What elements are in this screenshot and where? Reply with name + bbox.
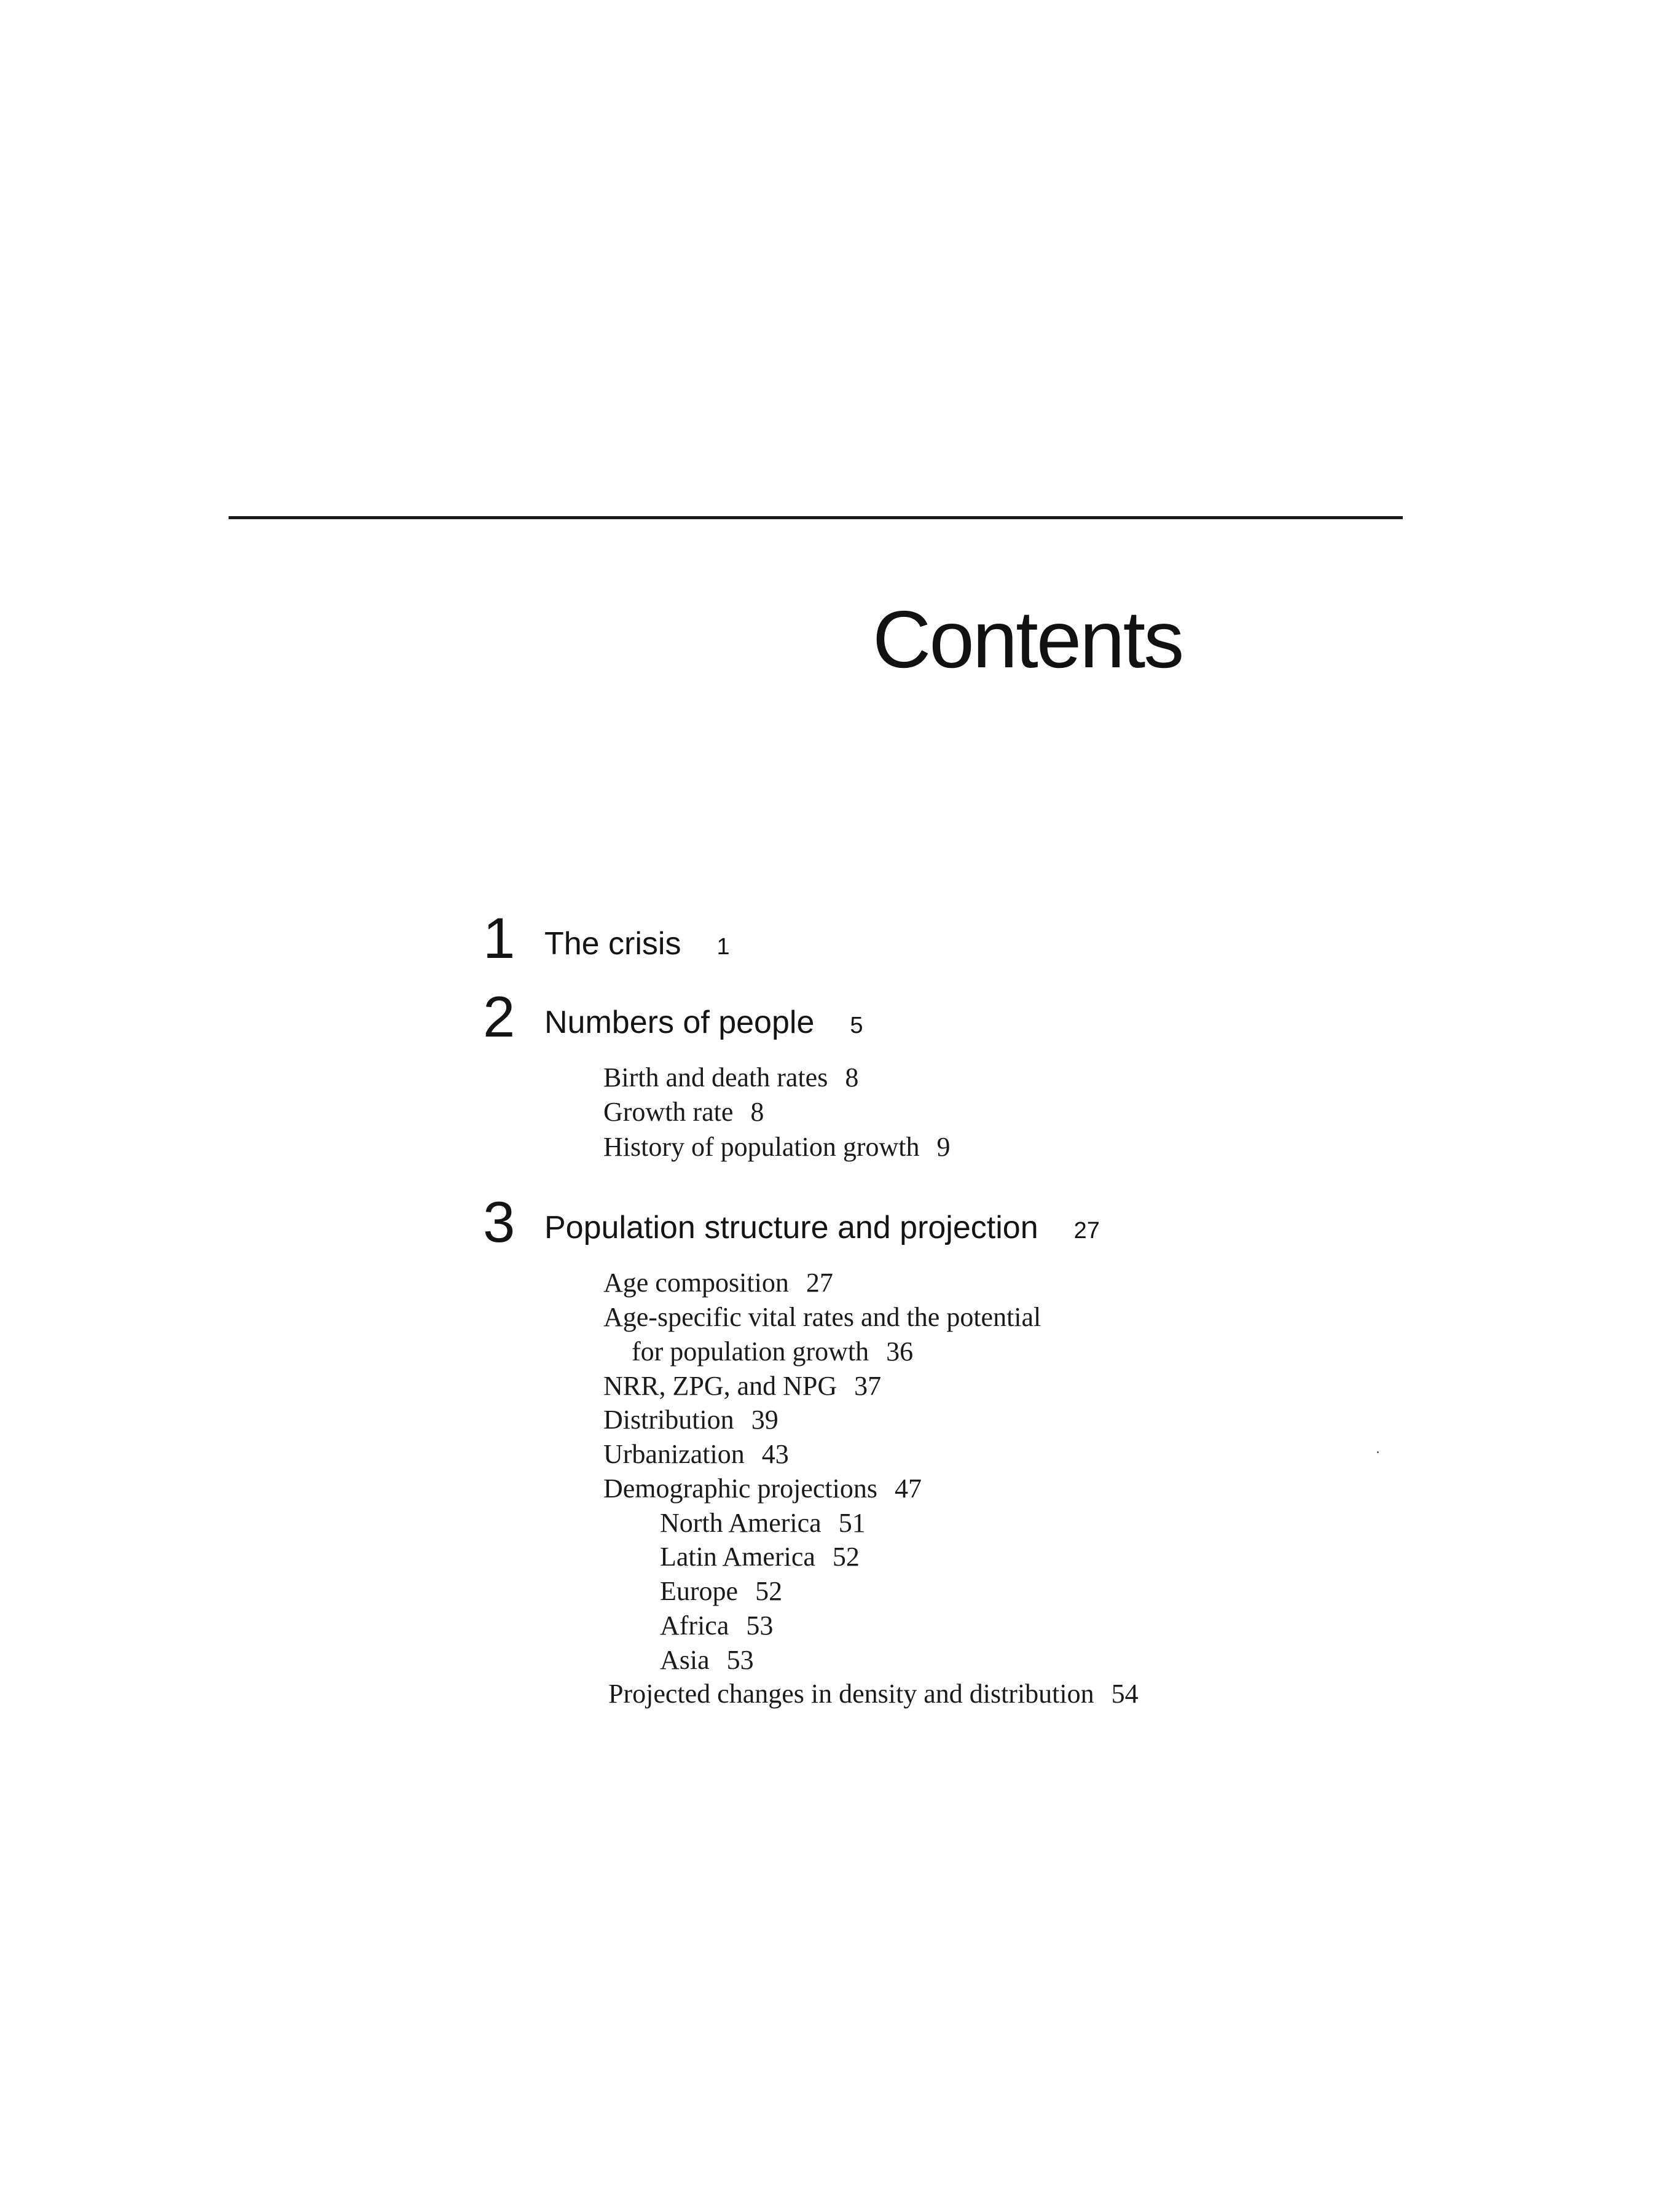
toc-subentry[interactable]: North America 51 bbox=[660, 1508, 866, 1538]
entry-page-number: 54 bbox=[1111, 1679, 1139, 1709]
chapter-number: 2 bbox=[483, 984, 516, 1049]
scan-speck bbox=[1377, 1451, 1379, 1453]
entry-page-number: 27 bbox=[806, 1268, 833, 1298]
toc-entry[interactable]: Age composition 27 bbox=[603, 1268, 833, 1298]
chapter-page-number: 5 bbox=[850, 1013, 863, 1038]
entry-page-number: 52 bbox=[832, 1542, 860, 1572]
toc-entry[interactable]: Growth rate 8 bbox=[603, 1097, 764, 1127]
toc-entry[interactable]: Projected changes in density and distribution 54 bbox=[608, 1679, 1139, 1709]
entry-page-number: 43 bbox=[761, 1439, 789, 1469]
toc-entry[interactable]: Urbanization 43 bbox=[603, 1439, 789, 1469]
chapter-title: The crisis 1 bbox=[544, 926, 730, 962]
chapter-title: Population structure and projection 27 bbox=[544, 1210, 1100, 1245]
entry-page-number: 47 bbox=[894, 1473, 922, 1504]
chapter-number: 3 bbox=[483, 1190, 516, 1254]
chapter-page-number: 1 bbox=[716, 934, 730, 960]
entry-page-number: 8 bbox=[845, 1062, 859, 1092]
toc-subentry[interactable]: Asia 53 bbox=[660, 1645, 754, 1675]
toc-entry[interactable]: NRR, ZPG, and NPG 37 bbox=[603, 1371, 882, 1401]
entry-page-number: 36 bbox=[886, 1336, 914, 1367]
entry-page-number: 51 bbox=[838, 1508, 866, 1538]
toc-entry-continuation[interactable]: for population growth 36 bbox=[632, 1336, 914, 1367]
toc-entry[interactable]: Distribution 39 bbox=[603, 1405, 779, 1435]
toc-subentry[interactable]: Africa 53 bbox=[660, 1610, 774, 1641]
entry-page-number: 39 bbox=[751, 1405, 779, 1435]
toc-subentry[interactable]: Latin America 52 bbox=[660, 1542, 860, 1572]
toc-entry[interactable]: Birth and death rates 8 bbox=[603, 1062, 859, 1092]
toc-subentry[interactable]: Europe 52 bbox=[660, 1576, 783, 1606]
toc-entry[interactable]: Age-specific vital rates and the potential bbox=[603, 1302, 1041, 1332]
chapter-page-number: 27 bbox=[1073, 1218, 1100, 1244]
entry-page-number: 9 bbox=[936, 1132, 951, 1162]
page-title: Contents bbox=[873, 594, 1183, 684]
entry-page-number: 53 bbox=[726, 1645, 754, 1675]
entry-page-number: 8 bbox=[750, 1097, 764, 1127]
entry-page-number: 37 bbox=[854, 1371, 882, 1401]
chapter-number: 1 bbox=[483, 906, 516, 970]
entry-page-number: 52 bbox=[755, 1576, 783, 1606]
chapter-title: Numbers of people 5 bbox=[544, 1005, 863, 1040]
entry-page-number: 53 bbox=[746, 1610, 774, 1641]
toc-entry[interactable]: History of population growth 9 bbox=[603, 1132, 951, 1162]
toc-entry[interactable]: Demographic projections 47 bbox=[603, 1473, 922, 1504]
